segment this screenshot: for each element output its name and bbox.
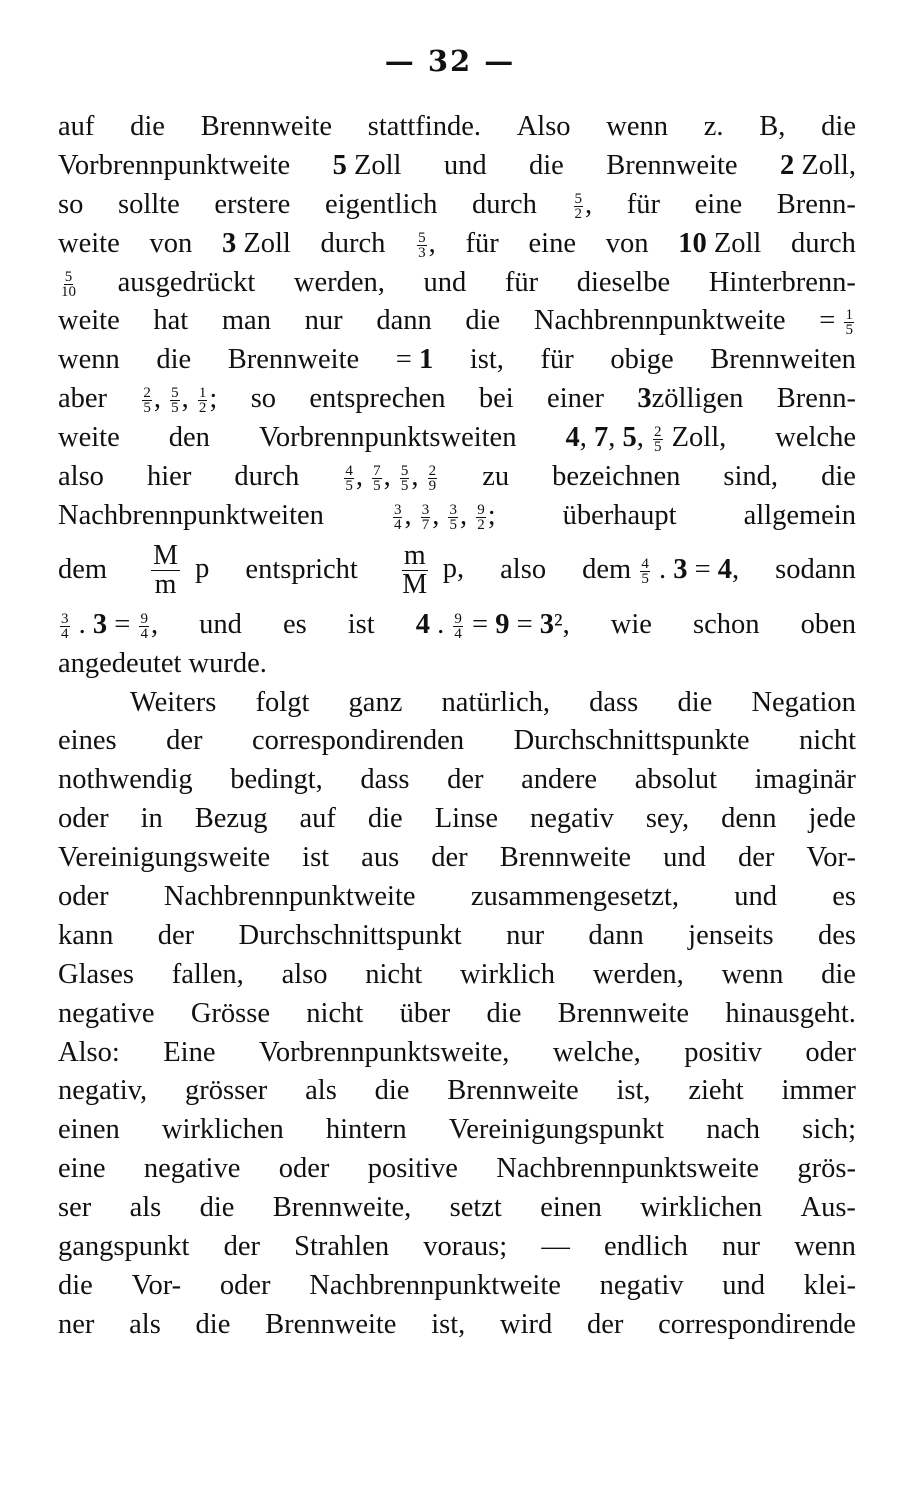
word: Strahlen <box>294 1231 390 1263</box>
word: Bezug <box>194 803 268 835</box>
word: angedeutet wurde. <box>58 647 267 679</box>
word: oder <box>58 881 109 913</box>
text-line <box>58 761 856 800</box>
word: absolut <box>634 764 718 796</box>
word: über <box>399 997 451 1029</box>
word: eines <box>58 725 117 757</box>
word: Vorbrennpunktweite <box>58 149 291 181</box>
word: ist, <box>616 1075 651 1107</box>
word: positiv <box>684 1036 762 1068</box>
word: Durchschnittspunkt <box>238 919 462 951</box>
text-line <box>58 419 856 458</box>
word: der <box>447 764 484 796</box>
word: man <box>221 305 271 337</box>
word: 10 Zoll <box>678 227 762 259</box>
word: nicht <box>306 997 364 1029</box>
word: 3 Zoll <box>221 227 291 259</box>
word: als <box>305 1075 337 1107</box>
word: die <box>528 149 564 181</box>
word: 4 . $\frac{9}{4}$ = 9 = 3², <box>415 608 570 642</box>
word: ser <box>58 1192 92 1224</box>
fraction: $\frac{1}{5}$ <box>845 307 853 339</box>
word: der <box>586 1308 624 1340</box>
word: hier <box>147 461 192 493</box>
text-line <box>58 1189 856 1228</box>
word: Brennweite <box>557 997 690 1029</box>
word: Hinterbrenn- <box>708 266 856 298</box>
word: entspricht <box>245 554 358 586</box>
word: Vereinigungsweite <box>58 842 271 874</box>
word: = 1 <box>395 344 434 376</box>
word: die <box>195 1308 231 1340</box>
word: die <box>486 997 522 1029</box>
word: zu <box>482 461 510 493</box>
word: oder <box>219 1269 271 1301</box>
word: Vorbrennpunktsweite, <box>259 1036 510 1068</box>
word: correspondirenden <box>251 725 465 757</box>
word: durch <box>471 188 537 220</box>
fraction: $\frac{9}{4}$ <box>140 610 148 642</box>
word: es <box>282 608 307 640</box>
word: eine <box>58 1153 106 1185</box>
word: oder <box>278 1153 330 1185</box>
fraction: $\frac{4}{5}$ <box>345 462 353 494</box>
word: kann <box>58 919 114 951</box>
word: dem $\frac{4}{5}$ . 3 = 4, <box>582 554 740 588</box>
word: eine <box>694 188 743 220</box>
word: für <box>540 344 574 376</box>
word: die <box>130 111 165 142</box>
word: Vereinigungspunkt <box>448 1114 665 1146</box>
word: wenn <box>58 344 120 376</box>
fraction: $\frac{4}{5}$ <box>641 556 649 588</box>
fraction: $\frac{9}{4}$ <box>454 610 462 642</box>
word: sich; <box>802 1114 856 1146</box>
word: folgt <box>255 686 310 718</box>
word: welche, <box>552 1036 641 1068</box>
word: dem <box>58 554 108 586</box>
text-line <box>58 380 856 419</box>
word: der <box>431 842 468 874</box>
word: wenn <box>721 958 784 990</box>
text-line <box>58 917 856 956</box>
word: Nachbrennpunktweite <box>309 1269 561 1301</box>
word: nicht <box>799 725 856 757</box>
word: zieht <box>688 1075 744 1107</box>
word: einer <box>547 383 605 415</box>
word: die <box>677 686 713 718</box>
word: 4, 7, 5, $\frac{2}{5}$ Zoll, <box>565 422 727 456</box>
text-line <box>58 606 856 645</box>
word: ist <box>302 842 330 874</box>
word: Vorbrennpunktsweiten <box>258 422 517 454</box>
word: klei- <box>803 1269 856 1301</box>
word: sollte <box>117 188 180 220</box>
word: ist, <box>469 344 504 376</box>
word: negativ <box>529 803 614 835</box>
fraction: $\frac{5}{3}$ <box>418 229 426 261</box>
fraction: $\frac{3}{4}$ <box>61 610 69 642</box>
word: nach <box>706 1114 761 1146</box>
word: also <box>500 554 547 586</box>
word: Nachbrennpunktweite <box>533 305 786 337</box>
word: für <box>626 188 661 220</box>
fraction: $\frac{5}{5}$ <box>171 385 179 417</box>
word: wenn <box>794 1231 856 1263</box>
word: $\frac{3}{4}$ . 3 = $\frac{9}{4}$ , <box>61 608 159 642</box>
text-line <box>58 1228 856 1267</box>
word: nur <box>722 1231 761 1263</box>
fraction: $\frac{2}{5}$ <box>654 424 662 456</box>
word: Grösse <box>190 997 270 1029</box>
word: negative <box>58 997 155 1029</box>
word: — <box>541 1231 570 1263</box>
word: es <box>832 881 856 913</box>
word: 3zölligen <box>637 383 744 415</box>
word: die <box>465 305 501 337</box>
word: Nachbrennpunktweite <box>163 881 416 913</box>
text-line <box>58 839 856 878</box>
fraction: $\frac{2}{5}$ <box>143 385 151 417</box>
word: erstere <box>214 188 291 220</box>
text-line <box>58 645 856 684</box>
word: und <box>199 608 242 640</box>
body-text <box>58 108 856 1345</box>
word: nur <box>506 919 545 951</box>
word: und <box>722 1269 766 1301</box>
word: negativ, <box>58 1075 148 1107</box>
word: weite <box>58 227 120 259</box>
word: dann <box>588 919 644 951</box>
word: ner <box>58 1308 95 1340</box>
text-line <box>58 1111 856 1150</box>
word: werden, <box>592 958 684 990</box>
word: imaginär <box>754 764 856 796</box>
word: = $\frac{1}{5}$ <box>819 305 853 339</box>
text-line <box>58 1150 856 1189</box>
word: die <box>58 1269 93 1301</box>
word: 5 Zoll <box>332 149 402 181</box>
text-line <box>58 1034 856 1073</box>
word: eine <box>528 227 576 259</box>
fraction: $\frac{5}{10}$ <box>61 268 76 300</box>
word: der <box>166 725 203 757</box>
word: $\frac{3}{4}$ , $\frac{3}{7}$ , $\frac{3}{5}$ , $\frac{9}{2}$ ; <box>393 499 496 533</box>
word: Brenn- <box>776 383 856 415</box>
word: allgemein <box>743 499 856 531</box>
word: überhaupt <box>562 499 677 531</box>
word: Eine <box>163 1036 216 1068</box>
word: weite <box>58 305 120 337</box>
fraction: $\frac{3}{5}$ <box>449 501 457 533</box>
word: die <box>367 803 403 835</box>
word: als <box>129 1308 161 1340</box>
text-line <box>58 1306 856 1345</box>
word: natürlich, <box>441 686 550 718</box>
word: nicht <box>365 958 423 990</box>
word: Weiters <box>130 686 217 718</box>
word: Brennweite <box>227 344 360 376</box>
word: von <box>605 227 649 259</box>
text-line <box>58 302 856 341</box>
word: der <box>157 919 195 951</box>
fraction: $\frac{3}{7}$ <box>421 501 430 533</box>
word: Also: <box>58 1036 120 1068</box>
word: eigentlich <box>324 188 438 220</box>
word: wirklich <box>460 958 556 990</box>
word: den <box>168 422 210 454</box>
word: die <box>199 1192 235 1224</box>
word: für <box>465 227 499 259</box>
word: schon <box>693 608 760 640</box>
word: negative <box>143 1153 241 1185</box>
word: Vor- <box>131 1269 182 1301</box>
text-line <box>58 264 856 303</box>
word: Nachbrennpunktsweite <box>496 1153 760 1185</box>
word: correspondirende <box>658 1308 856 1340</box>
word: Linse <box>434 803 499 835</box>
word: Brennweite <box>447 1075 579 1107</box>
word: bezeichnen <box>552 461 681 493</box>
word: Brenn- <box>776 188 856 220</box>
word: ist, <box>431 1308 466 1340</box>
word: Nachbrennpunktweiten <box>58 499 324 531</box>
word: Aus- <box>800 1192 856 1224</box>
word: Negation <box>751 686 856 718</box>
word: z. <box>703 111 724 142</box>
word: weite <box>58 422 120 454</box>
word: wirklichen <box>161 1114 284 1146</box>
word: die <box>374 1075 410 1107</box>
word: setzt <box>449 1192 502 1224</box>
text-line <box>58 722 856 761</box>
fraction: $\frac{m}{M}$ <box>402 540 428 601</box>
word: aus <box>361 842 400 874</box>
word: für <box>504 266 539 298</box>
word: 2 Zoll, <box>779 149 856 181</box>
text-line <box>58 341 856 380</box>
word: $\frac{M}{m}$ p <box>153 540 210 601</box>
word: wenn <box>606 111 669 142</box>
text-line <box>58 225 856 264</box>
word: Vor- <box>806 842 856 874</box>
text-line <box>58 497 856 536</box>
word: einen <box>58 1114 120 1146</box>
word: Glases <box>58 958 134 990</box>
word: Also <box>516 111 571 142</box>
word: fallen, <box>171 958 244 990</box>
word: B, <box>759 111 786 142</box>
text-line <box>58 1072 856 1111</box>
word: gangspunkt <box>58 1231 190 1263</box>
word: bei <box>478 383 514 415</box>
word: hat <box>153 305 189 337</box>
fraction: $\frac{5}{2}$ <box>574 190 583 222</box>
word: Brennweite <box>499 842 632 874</box>
text-line <box>58 186 856 225</box>
word: von <box>149 227 193 259</box>
fraction: $\frac{2}{9}$ <box>428 462 437 494</box>
word: hintern <box>325 1114 407 1146</box>
word: die <box>821 111 856 142</box>
word: dann <box>376 305 432 337</box>
word: voraus; <box>423 1231 508 1263</box>
word: stattfinde. <box>367 111 481 142</box>
word: auf <box>58 111 95 142</box>
word: wirklichen <box>640 1192 763 1224</box>
word: die <box>821 958 856 990</box>
word: immer <box>781 1075 856 1107</box>
word: also <box>58 461 104 493</box>
word: als <box>129 1192 162 1224</box>
text-line <box>58 147 856 186</box>
word: entsprechen <box>309 383 446 415</box>
word: durch <box>791 227 856 259</box>
word <box>58 264 79 303</box>
word: auf <box>299 803 336 835</box>
word: obige <box>610 344 674 376</box>
word: so <box>250 383 277 415</box>
word: die <box>156 344 192 376</box>
word: durch <box>320 227 386 259</box>
word: dieselbe <box>576 266 671 298</box>
word: und <box>443 149 487 181</box>
word: oder <box>58 803 109 835</box>
word: welche <box>775 422 856 454</box>
word: $\frac{5}{3}$ , <box>418 227 436 261</box>
word: der <box>737 842 775 874</box>
text-line <box>58 956 856 995</box>
word: durch <box>234 461 300 493</box>
word: ist <box>347 608 375 640</box>
word: oder <box>805 1036 856 1068</box>
word: so <box>58 188 84 220</box>
text-line <box>58 684 856 723</box>
word: Brennweite <box>265 1308 397 1340</box>
word: ganz <box>348 686 403 718</box>
word: dass <box>360 764 410 796</box>
word: Brennweite <box>606 149 738 181</box>
word: $\frac{m}{M}$ p, <box>402 540 465 601</box>
word: zusammengesetzt, <box>470 881 679 913</box>
word: grösser <box>184 1075 268 1107</box>
word: und <box>734 881 777 913</box>
word: Brennweite, <box>272 1192 412 1224</box>
fraction: $\frac{1}{2}$ <box>198 385 207 417</box>
word: und <box>663 842 706 874</box>
text-line <box>58 878 856 917</box>
fraction: $\frac{9}{2}$ <box>477 501 485 533</box>
word: sodann <box>775 554 856 586</box>
word: des <box>818 919 856 951</box>
text-line <box>58 1267 856 1306</box>
word: Brennweiten <box>710 344 856 376</box>
word: $\frac{2}{5}$ , $\frac{5}{5}$ , $\frac{1}{2}$ ; <box>143 383 218 417</box>
word: sey, <box>645 803 690 835</box>
word: wird <box>500 1308 553 1340</box>
word: jede <box>808 803 856 835</box>
word: nothwendig <box>58 764 193 796</box>
word: sind, <box>723 461 779 493</box>
word: andere <box>521 764 598 796</box>
word: nur <box>304 305 343 337</box>
word: jenseits <box>688 919 774 951</box>
word: denn <box>721 803 777 835</box>
fraction: $\frac{5}{5}$ <box>400 462 409 494</box>
text-line <box>58 536 856 606</box>
word: negativ <box>599 1269 684 1301</box>
text-line <box>58 995 856 1034</box>
word: aber <box>58 383 108 415</box>
page-number: — 32 — <box>384 44 516 78</box>
word: bedingt, <box>230 764 323 796</box>
word: die <box>821 461 856 493</box>
text-line <box>58 458 856 497</box>
word: dass <box>589 686 639 718</box>
word: hinausgeht. <box>725 997 856 1029</box>
word: positive <box>367 1153 458 1185</box>
word: in <box>140 803 163 835</box>
word: wie <box>610 608 652 640</box>
fraction: $\frac{3}{4}$ <box>393 501 402 533</box>
word: $\frac{5}{2}$ , <box>574 188 593 222</box>
word: also <box>281 958 328 990</box>
word: und <box>423 266 467 298</box>
word: grös- <box>797 1153 856 1185</box>
word: Durchschnittspunkte <box>513 725 750 757</box>
text-line <box>58 800 856 839</box>
word: oben <box>800 608 856 640</box>
text-line <box>58 108 856 147</box>
word: werden, <box>293 266 385 298</box>
word: der <box>223 1231 260 1263</box>
word: $\frac{4}{5}$ , $\frac{7}{5}$ , $\frac{5}{5}$ , $\frac{2}{9}$ <box>345 461 437 494</box>
fraction: $\frac{M}{m}$ <box>153 540 179 601</box>
fraction: $\frac{7}{5}$ <box>373 462 381 494</box>
word: ausgedrückt <box>117 266 256 298</box>
word: endlich <box>603 1231 688 1263</box>
word: einen <box>540 1192 602 1224</box>
word: Brennweite <box>200 111 333 142</box>
